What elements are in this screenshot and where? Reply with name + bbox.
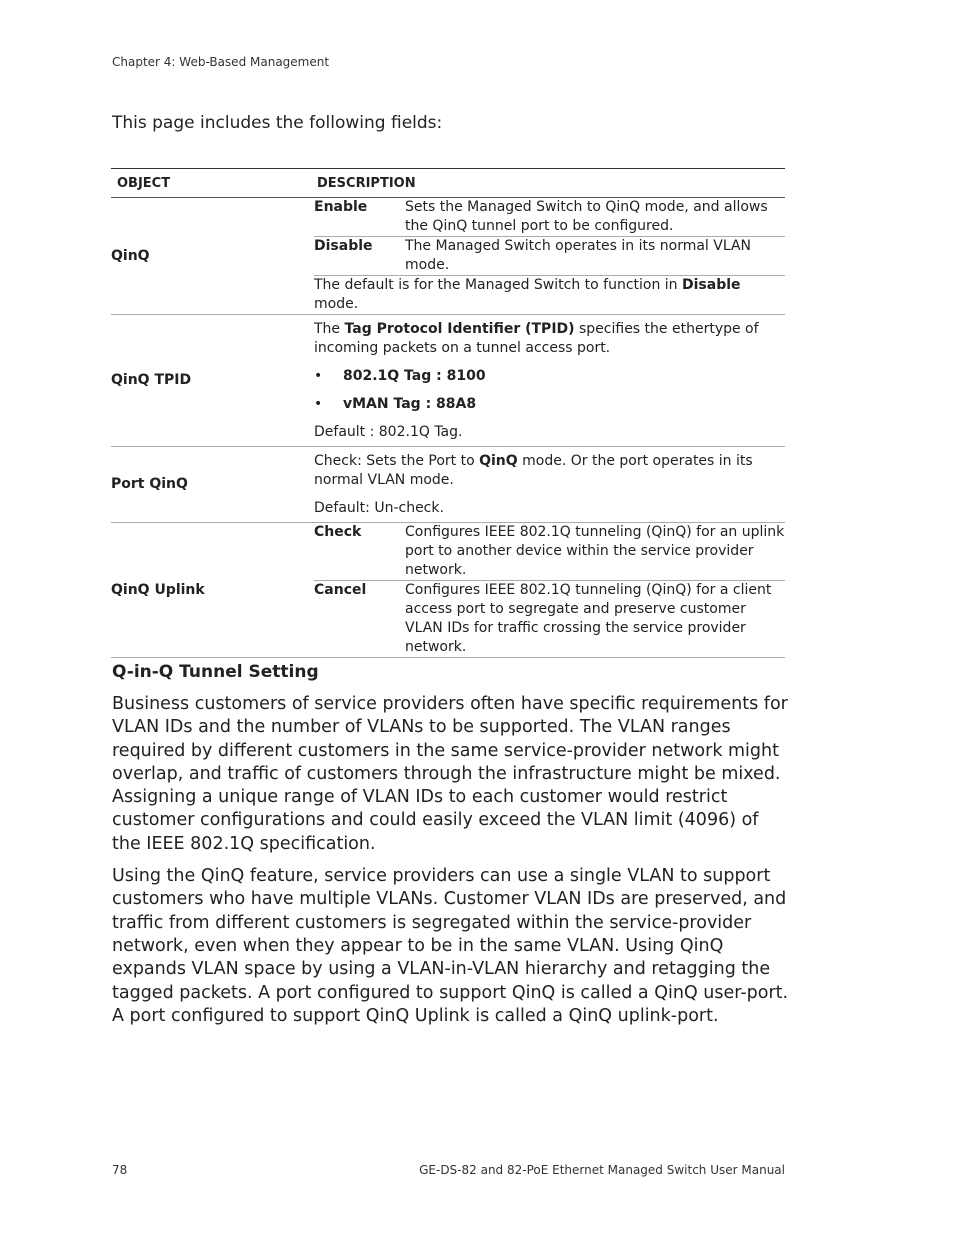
object-qinq-tpid: QinQ TPID: [111, 315, 314, 447]
qinq-disable-option: [314, 237, 785, 275]
col-description-header: DESCRIPTION: [314, 169, 785, 198]
option-key: Check: [314, 524, 362, 540]
list-item: • vMAN Tag : 88A8: [314, 396, 477, 412]
bullet-icon: •: [314, 396, 323, 412]
table-header-row: [111, 169, 785, 198]
body-paragraph-2: Using the QinQ feature, service providers can use a single VLAN to support customers who have multiple VLANs. Customer VLAN IDs are preserved, and traffic from different customers is segregated within the service-provider network, even when they appear to be in the same VLAN. Using QinQ expands VLAN space by using a VLAN-in-VLAN hierarchy and retagging the tagged packets. A port configured to support QinQ is called a QinQ user-port. A port configured to support QinQ Uplink is called a QinQ uplink-port.: [112, 866, 789, 1026]
object-qinq: QinQ: [111, 198, 314, 315]
option-key: Disable: [314, 238, 373, 254]
option-desc: Sets the Managed Switch to QinQ mode, and allows the QinQ tunnel port to be configured.: [405, 199, 768, 234]
option-desc: Configures IEEE 802.1Q tunneling (QinQ) for an uplink port to another device within the service provider network.: [405, 524, 785, 578]
section-title: Q-in-Q Tunnel Setting: [112, 662, 319, 682]
bullet-icon: •: [314, 368, 323, 384]
table-row: [111, 523, 785, 581]
manual-title: GE-DS-82 and 82-PoE Ethernet Managed Switch User Manual: [419, 1163, 785, 1177]
chapter-header: Chapter 4: Web-Based Management: [112, 55, 330, 69]
port-qinq-default: Default: Un-check.: [314, 500, 444, 516]
fields-table: [111, 168, 785, 658]
qinq-enable-option: [314, 198, 785, 236]
table-row: [111, 198, 785, 237]
col-object-header: OBJECT: [111, 169, 314, 198]
option-desc: The Managed Switch operates in its normal VLAN mode.: [405, 238, 752, 273]
option-key: Enable: [314, 199, 368, 215]
tpid-default: Default : 802.1Q Tag.: [314, 424, 463, 440]
table-row: [111, 447, 785, 523]
body-paragraph-1: Business customers of service providers often have specific requirements for VLAN IDs and the number of VLANs to be supported. The VLAN ranges required by different customers in the same service-provider network might overlap, and traffic of customers through the infrastructure might be mixed. Assigning a unique range of VLAN IDs to each customer would restrict customer configurations and could easily exceed the VLAN limit (4096) of the IEEE 802.1Q specification.: [112, 694, 788, 854]
qinq-default-note: The default is for the Managed Switch to function in Disable mode.: [314, 276, 785, 315]
page-number: 78: [112, 1163, 128, 1177]
uplink-check-option: [314, 523, 785, 580]
table-row: [111, 315, 785, 447]
option-key: Cancel: [314, 582, 367, 598]
object-qinq-uplink: QinQ Uplink: [111, 523, 314, 658]
port-qinq-description: Check: Sets the Port to QinQ mode. Or the port operates in its normal VLAN mode.: [314, 453, 753, 488]
tpid-description: The Tag Protocol Identifier (TPID) specifies the ethertype of incoming packets on a tunnel access port.: [314, 321, 759, 356]
list-item: • 802.1Q Tag : 8100: [314, 368, 486, 384]
uplink-cancel-option: [314, 581, 785, 657]
section-body: [112, 693, 792, 1037]
object-port-qinq: Port QinQ: [111, 447, 314, 523]
intro-text: This page includes the following fields:: [112, 113, 443, 133]
option-desc: Configures IEEE 802.1Q tunneling (QinQ) for a client access port to segregate and preserve customer VLAN IDs for traffic crossing the service provider network.: [405, 582, 772, 655]
